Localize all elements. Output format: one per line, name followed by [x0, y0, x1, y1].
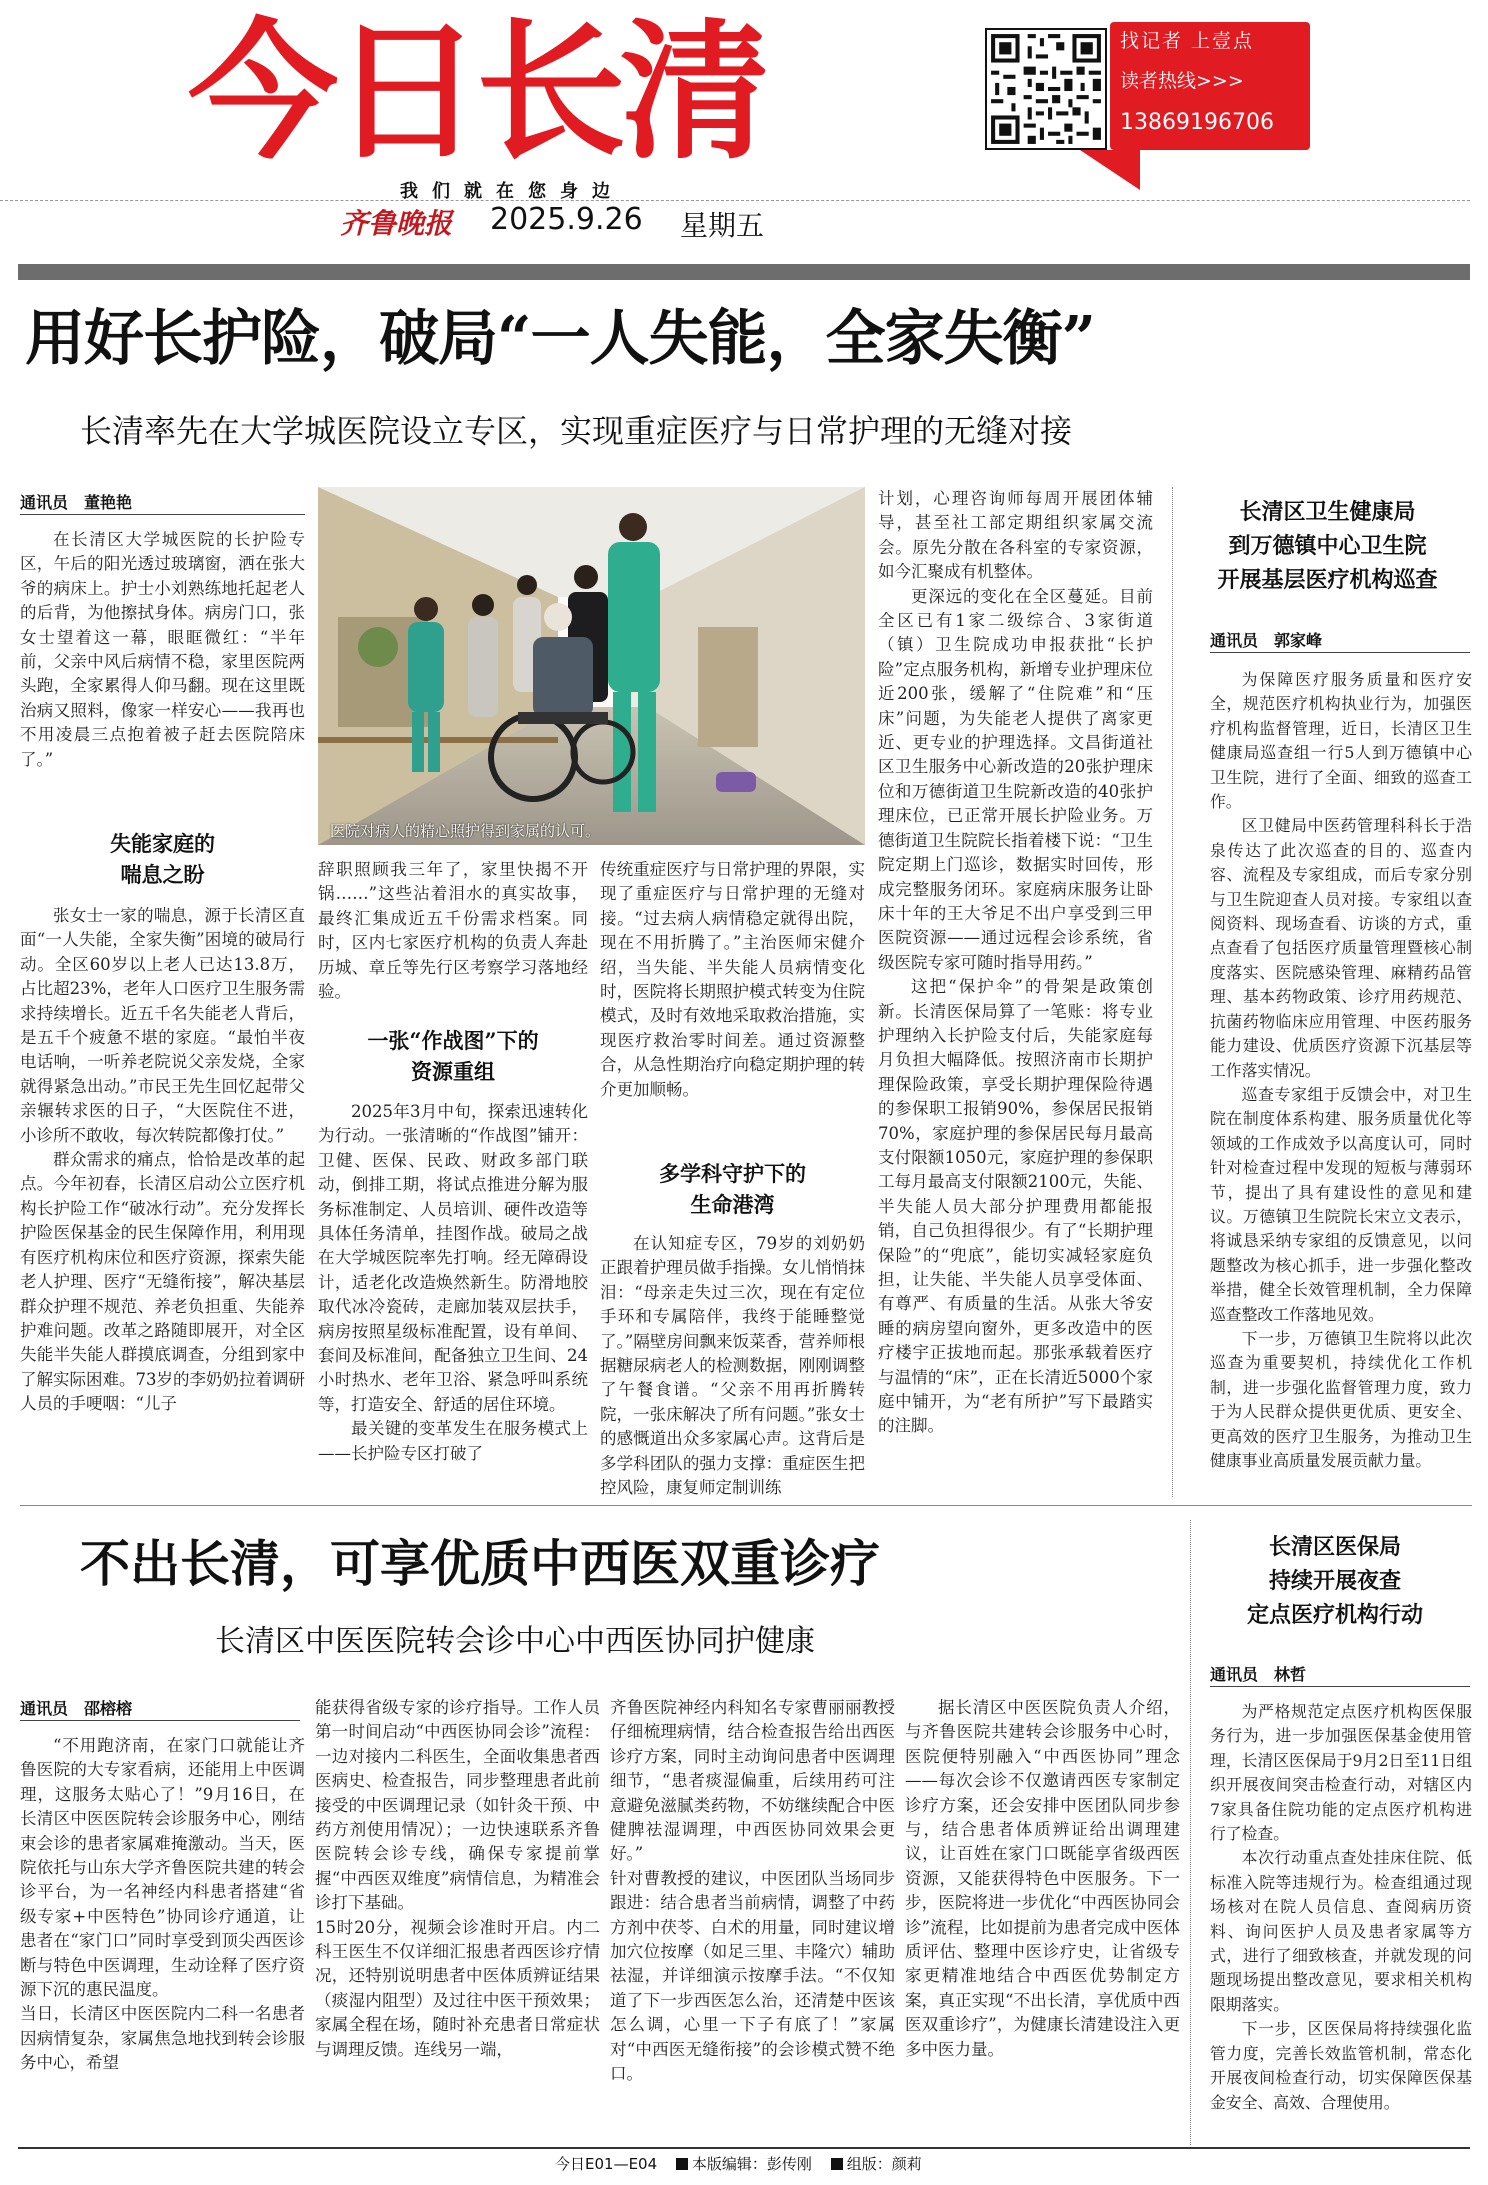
story2-byline	[20, 1696, 132, 1719]
paragraph: 更深远的变化在全区蔓延。目前全区已有1家二级综合、3家街道（镇）卫生院成功申报获批“长护险”定点服务机构，新增专业护理床位近200张，缓解了“住院难”和“压床”问题，为失能老人提供了离家更近、更专业的护理选择。文昌街道社区卫生服务中心新改造的20张护理床位和万德街道卫生院新改造的40张护理床位，已正常开展长护险业务。万德街道卫生院院长指着楼下说：“卫生院定期上门巡诊，数据实时回传，形成完整服务闭环。家庭病床服务让卧床十年的王大爷足不出户享受到三甲医院资源——通过远程会诊系统，省级医院专家可随时指导用药。”	[878, 586, 1153, 972]
side1-byline	[1210, 628, 1322, 651]
paragraph: 辞职照顾我三年了，家里快揭不开锅……”这些沾着泪水的真实故事，最终汇集成近五千份需求档案。同时，区内七家医疗机构的负责人奔赴历城、章丘等先行区考察学习落地经验。	[318, 860, 588, 1002]
byline-rule	[1210, 652, 1470, 653]
story1-col3-bottom	[600, 1232, 865, 1498]
hotline-label: 读者热线>>>	[1120, 70, 1244, 92]
story2-headline: 不出长清，可享优质中西医双重诊疗	[80, 1534, 880, 1593]
byline-label: 通讯员	[20, 1699, 69, 1718]
paragraph: 这把“保护伞”的骨架是政策创新。长清医保局算了一笔账：将专业护理纳入长护险支付后，失能家庭每月负担大幅降低。按照济南市长期护理保险政策，享受长期护理保险待遇的参保职工报销90%，参保居民报销70%，家庭护理的参保居民每月最高支付限额1050元，家庭护理的参保职工每月最高支付限额2100元，失能、半失能人员大部分护理费用都能报销，自己负担得很少。有了“长期护理保险”的“兜底”，能切实减轻家庭负担，让失能、半失能人员享受体面、有尊严、有质量的生活。从张大爷安睡的病房望向窗外，更多改造中的医疗楼宇正拔地而起。那张承载着医疗与温情的“床”，正在长清近5000个家庭中铺开，为“老有所护”写下最踏实的注脚。	[878, 977, 1153, 1436]
hotline-box-tail	[1080, 150, 1140, 190]
qr-code-icon[interactable]	[985, 28, 1107, 150]
square-bullet-icon	[676, 2158, 688, 2170]
byline-label: 通讯员	[20, 493, 69, 512]
story1-col2-top	[318, 858, 588, 1003]
paragraph: 群众需求的痛点，恰恰是改革的起点。今年初春，长清区启动公立医疗机构长护险工作“破冰行动”。充分发挥长护险医保基金的民生保障作用，利用现有医疗机构床位和医疗资源，探索失能老人护理、医疗“无缝衔接”，解决基层群众护理不规范、养老负担重、失能养护难问题。改革之路随即展开，对全区失能半失能人群摸底调查，分组到家中了解实际困难。73岁的李奶奶拉着调研人员的手哽咽：“儿子	[20, 1150, 305, 1414]
footer-rule	[18, 2147, 1470, 2149]
story1-col1-bottom	[20, 904, 305, 1479]
issue-date: 2025.9.26	[490, 202, 643, 237]
photo-caption: 医院对病人的精心照护得到家属的认可。	[330, 822, 601, 840]
masthead	[0, 0, 1488, 270]
story1-col4	[878, 487, 1153, 1482]
side2-body	[1210, 1700, 1472, 2140]
paragraph: 2025年3月中旬，探索迅速转化为行动。一张清晰的“作战图”铺开：卫健、医保、民政、财政多部门联动，倒排工期，将试点推进分解为服务标准制定、人员培训、硬件改造等具体任务清单，挂图作战。破局之战在大学城医院率先打响。经无障碍设计，适老化改造焕然新生。防滑地胶取代冰冷瓷砖，走廊加装双层扶手，病房按照星级标准配置，设有单间、套间及标准间，配备独立卫生间、24小时热水、老年卫浴、紧急呼叫系统等，打造安全、舒适的居住环境。	[318, 1102, 588, 1414]
issue-weekday: 星期五	[680, 209, 765, 242]
section-divider	[20, 1505, 1472, 1506]
paragraph: 张女士一家的喘息，源于长清区直面“一人失能，全家失衡”困境的破局行动。全区60岁以上老人已达13.8万，占比超23%，老年人口医疗卫生服务需求持续增长。近五千名失能老人背后，是五千个疲惫不堪的家庭。“最怕半夜电话响，一听养老院说父亲发烧，全家就得紧急出动。”市民王先生回忆起带父亲辗转求医的日子，“大医院住不进，小诊所不敢收，每次转院都像打仗。”	[20, 906, 305, 1145]
side1-headline: 长清区卫生健康局 到万德镇中心卫生院 开展基层医疗机构巡查	[1217, 499, 1438, 593]
paragraph: 最关键的变革发生在服务模式上——长护险专区打破了	[318, 1419, 588, 1463]
byline-name: 邵榕榕	[84, 1699, 133, 1718]
story2-col2: 能获得省级专家的诊疗指导。工作人员第一时间启动“中西医协同会诊”流程：一边对接内二科医生，全面收集患者西医病史、检查报告，同步整理患者此前接受的中医调理记录（如针灸干预、中药方剂使用情况）；一边快速联系齐鲁医院转会诊专线，确保专家提前掌握“中西医双维度”病情信息，为精准会诊打下基础。 15时20分，视频会诊准时开启。内二科王医生不仅详细汇报患者西医诊疗情况，还特别说明患者中医体质辨证结果（痰湿内阻型）及过往中医干预效果；家属全程在场，随时补充患者日常症状与调理反馈。连线另一端，	[315, 1698, 600, 2059]
story1-headline: 用好长护险，破局“一人失能，全家失衡”	[25, 304, 1096, 374]
byline-rule	[20, 1720, 300, 1721]
story1-col1-top	[20, 528, 305, 793]
byline-name: 董艳艳	[84, 493, 133, 512]
byline-name: 郭家峰	[1274, 631, 1323, 650]
side2-headline: 长清区医保局 持续开展夜查 定点医疗机构行动	[1246, 1534, 1423, 1628]
newspaper-title: 今日长清	[188, 6, 765, 180]
story1-col3-top	[600, 858, 865, 1148]
story1-col2-bottom	[318, 1100, 588, 1480]
byline-label: 通讯员	[1210, 631, 1259, 650]
paper-logo: 齐鲁晚报	[340, 207, 453, 240]
paragraph: 本次行动重点查处挂床住院、低标准入院等违规行为。检查组通过现场核对在院人员信息、查阅病历资料、询问医护人员及患者家属等方式，进行了细致核查，并就发现的问题现场提出整改意见，要求相关机构限期落实。	[1210, 1848, 1472, 2014]
slogan: 我们就在您身边	[400, 181, 624, 202]
paragraph: 在认知症专区，79岁的刘奶奶正跟着护理员做手指操。女儿悄悄抹泪：“母亲走失过三次，现在有定位手环和专属陪伴，我终于能睡整觉了。”隔壁房间飘来饭菜香，营养师根据糖尿病老人的检测数据，刚刚调整了午餐食谱。“父亲不用再折腾转院，一张床解决了所有问题。”张女士的感慨道出众多家属心声。这背后是多学科团队的强力支撑：重症医生把控风险，康复师定制训练	[600, 1234, 865, 1498]
byline-rule	[1210, 1686, 1470, 1687]
paragraph: 下一步，万德镇卫生院将以此次巡查为重要契机，持续优化工作机制，进一步强化监督管理力度，致力于为人民群众提供更优质、更安全、更高效的医疗卫生服务，为推动卫生健康事业高质量发展贡献力量。	[1210, 1328, 1472, 1470]
story1-subheadline: 长清率先在大学城医院设立专区，实现重症医疗与日常护理的无缝对接	[80, 412, 1073, 450]
subheading-a: 失能家庭的 喘息之盼	[110, 831, 215, 887]
page-range: 今日E01—E04	[555, 2155, 658, 2173]
story2-col4: 据长清区中医医院负责人介绍，与齐鲁医院共建转会诊服务中心时，医院便特别融入“中西医协同”理念——每次会诊不仅邀请西医专家制定诊疗方案，还会安排中医团队同步参与，结合患者体质辨证给出调理建议，让百姓在家门口既能享省级西医资源，又能获得特色中医服务。下一步，医院将进一步优化“中西医协同会诊”流程，比如提前为患者完成中医体质评估、整理中医诊疗史，让省级专家更精准地结合中西医优势制定方案，真正实现“不出长清，享优质中西医双重诊疗”，为健康长清建设注入更多中医力量。	[905, 1698, 1180, 2059]
story2-col3: 齐鲁医院神经内科知名专家曹丽丽教授仔细梳理病情，结合检查报告给出西医诊疗方案，同时主动询问患者中医调理细节，“患者痰湿偏重，后续用药可注意避免滋腻类药物，不妨继续配合中医健脾祛湿调理，中西医协同效果会更好。” 针对曹教授的建议，中医团队当场同步跟进：结合患者当前病情，调整了中药方剂中茯苓、白术的用量，同时建议增加穴位按摩（如足三里、丰隆穴）辅助祛湿，并详细演示按摩手法。“不仅知道了下一步西医怎么治，还清楚中医该怎么调，心里一下子有底了！”家属对“中西医无缝衔接”的会诊模式赞不绝口。	[610, 1698, 895, 2084]
page-footer	[555, 2153, 936, 2174]
hospital-corridor-photo	[318, 487, 865, 845]
subheading-c: 多学科守护下的 生命港湾	[659, 1161, 806, 1217]
hotline-tagline: 找记者 上壹点	[1120, 30, 1255, 52]
byline-label: 通讯员	[1210, 1665, 1259, 1684]
subheading-b: 一张“作战图”下的 资源重组	[367, 1028, 539, 1084]
square-bullet-icon	[831, 2158, 843, 2170]
paragraph: 巡查专家组于反馈会中，对卫生院在制度体系构建、服务质量优化等领域的工作成效予以高度认可，同时针对检查过程中发现的短板与薄弱环节，提出了具有建设性的意见和建议。万德镇卫生院院长宋立文表示，将诚恳采纳专家组的反馈意见，以问题整改为核心抓手，进一步强化整改举措，健全长效管理机制，全力保障巡查整改工作落地见效。	[1210, 1084, 1472, 1324]
side1-body	[1210, 668, 1472, 1498]
byline-rule	[20, 514, 305, 515]
masthead-divider	[0, 200, 1470, 201]
layout-credit: 组版：颜莉	[831, 2155, 922, 2173]
paragraph: 传统重症医疗与日常护理的界限，实现了重症医疗与日常护理的无缝对接。“过去病人病情稳定就得出院，现在不用折腾了。”主治医师宋健介绍，当失能、半失能人员病情变化时，医院将长期照护模式转变为住院模式，及时有效地采取救治措施，实现医疗救治零时间差。通过资源整合，从急性期治疗向稳定期护理的转介更加顺畅。	[600, 860, 865, 1099]
paragraph: 计划，心理咨询师每周开展团体辅导，甚至社工部定期组织家属交流会。原先分散在各科室的专家资源，如今汇聚成有机整体。	[878, 489, 1153, 582]
paragraph: 为保障医疗服务质量和医疗安全，规范医疗机构执业行为，加强医疗机构监督管理，近日，长清区卫生健康局巡查组一行5人到万德镇中心卫生院，进行了全面、细致的巡查工作。	[1210, 670, 1472, 812]
paragraph: 下一步，区医保局将持续强化监管力度，完善长效监管机制，常态化开展夜间检查行动，切实保障医保基金安全、高效、合理使用。	[1210, 2019, 1472, 2112]
editor-credit: 本版编辑：彭传刚	[676, 2155, 812, 2173]
side2-byline	[1210, 1662, 1306, 1685]
paragraph: 区卫健局中医药管理科科长于浩泉传达了此次巡查的目的、巡查内容、流程及专家组成，而后专家分别与卫生院迎查人员对接。专家组以查阅资料、现场查看、访谈的方式，重点查看了包括医疗质量管理暨核心制度落实、医院感染管理、麻精药品管理、基本药物政策、诊疗用药规范、抗菌药物临床应用管理、中医药服务能力建设、优质医疗资源下沉基层等工作落实情况。	[1210, 816, 1472, 1080]
paragraph: 为严格规范定点医疗机构医保服务行为，进一步加强医保基金使用管理，长清区医保局于9月2日至11日组织开展夜间突击检查行动，对辖区内7家具备住院功能的定点医疗机构进行了检查。	[1210, 1702, 1472, 1844]
column-divider	[1190, 1520, 1191, 2145]
paragraph: 在长清区大学城医院的长护险专区，午后的阳光透过玻璃窗，洒在张大爷的病床上。护士小刘熟练地托起老人的后背，为他擦拭身体。病房门口，张女士望着这一幕，眼眶微红：“半年前，父亲中风后病情不稳，家里医院两头跑，全家累得人仰马翻。现在这里既治病又照料，像家一样安心——我再也不用凌晨三点抱着被子赶去医院陪床了。”	[20, 530, 305, 769]
byline-name: 林哲	[1274, 1665, 1307, 1684]
hotline-number[interactable]: 13869196706	[1120, 110, 1274, 135]
story1-byline	[20, 490, 132, 513]
header-band	[18, 264, 1470, 280]
story2-subheadline: 长清区中医医院转会诊中心中西医协同护健康	[215, 1624, 815, 1659]
story2-col1: “不用跑济南，在家门口就能让齐鲁医院的大专家看病，还能用上中医调理，这服务太贴心了！”9月16日，在长清区中医医院转会诊服务中心，刚结束会诊的患者家属难掩激动。当天，医院依托与山东大学齐鲁医院共建的转会诊平台，为一名神经内科患者搭建“省级专家+中医特色”协同诊疗通道，让患者在“家门口”同时享受到顶尖西医诊断与特色中医调理，生动诠释了医疗资源下沉的惠民温度。 当日，长清区中医医院内二科一名患者因病情复杂，家属焦急地找到转会诊服务中心，希望	[20, 1736, 305, 2073]
column-divider	[1172, 487, 1173, 1497]
